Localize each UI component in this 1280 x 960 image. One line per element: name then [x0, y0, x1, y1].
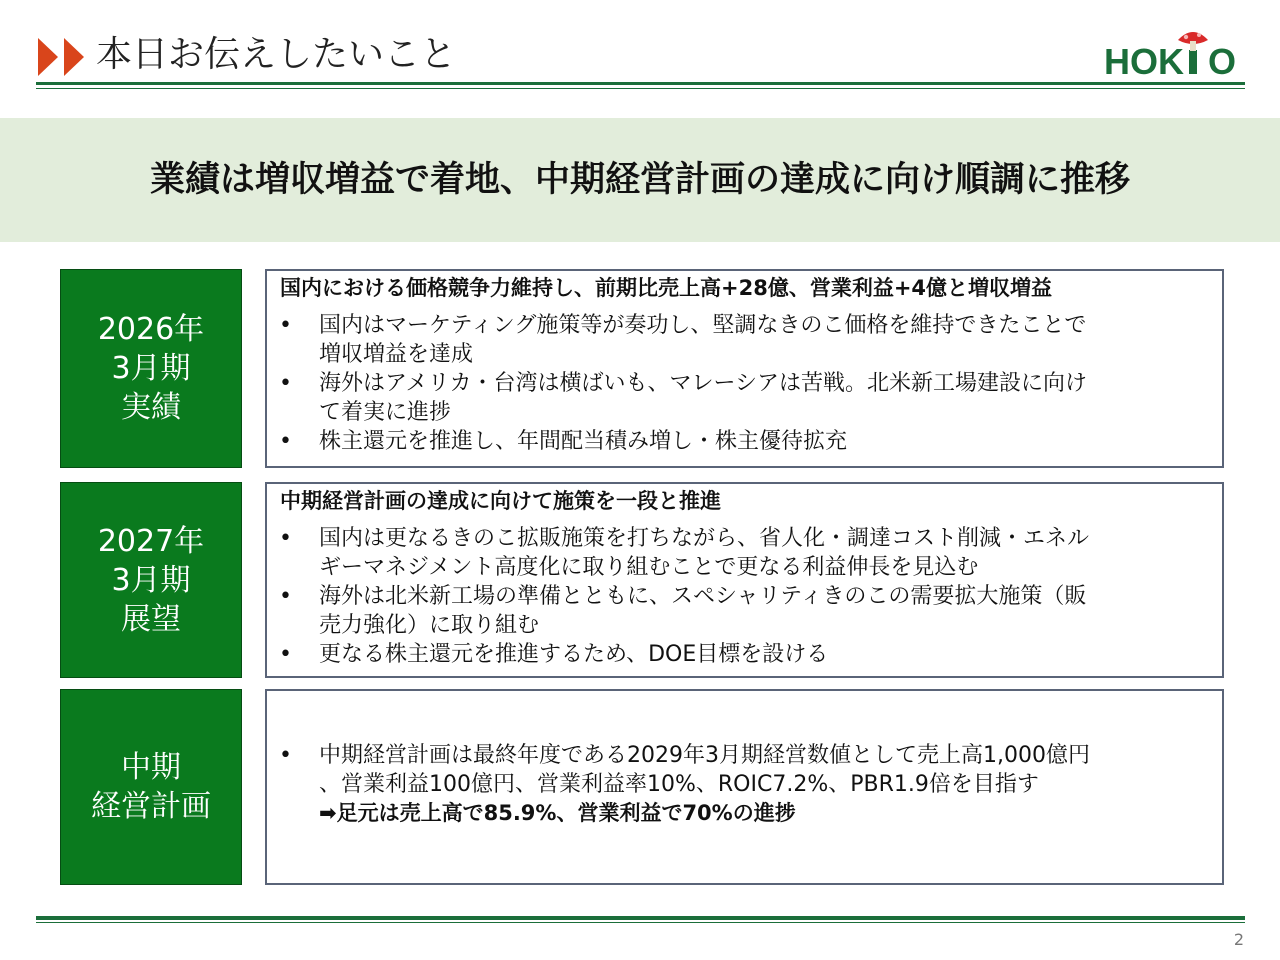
bullet-icon: • — [279, 371, 292, 396]
list-item-text: 国内はマーケティング施策等が奏功し、堅調なきのこ価格を維持できたことで — [319, 313, 1087, 338]
list-item — [267, 311, 1087, 369]
list-item-text: 中期経営計画は最終年度である2029年3月期経営数値として売上高1,000億円 — [319, 743, 1090, 768]
bullet-icon: • — [279, 584, 292, 609]
list-item — [267, 524, 1089, 582]
page-title: 本日お伝えしたいこと — [96, 34, 457, 75]
bullet-icon: • — [279, 313, 292, 338]
label-line: 3月期 — [111, 351, 191, 386]
list-item-text: ギーマネジメント高度化に取り組むことで更なる利益伸長を見込む — [319, 555, 979, 580]
section-subheading: 国内における価格競争力維持し、前期比売上高+28億、営業利益+4億と増収増益 — [280, 276, 1053, 300]
svg-text:HOK: HOK — [1104, 41, 1184, 80]
list-item — [267, 582, 1089, 640]
bullet-icon: • — [279, 429, 292, 454]
bullet-icon: • — [279, 642, 292, 667]
footer-divider — [36, 916, 1245, 920]
bullet-list — [267, 741, 1090, 828]
progress-summary: ➡足元は売上高で85.9%、営業利益で70%の進捗 — [319, 801, 796, 825]
list-item — [267, 741, 1090, 799]
section-content-fy2027-outlook — [265, 482, 1224, 678]
label-line: 経営計画 — [91, 789, 211, 824]
list-item-text: 増収増益を達成 — [319, 342, 474, 367]
svg-text:O: O — [1208, 41, 1237, 80]
section-label-fy2026-results — [60, 269, 242, 468]
label-line: 実績 — [121, 390, 181, 425]
list-item — [267, 369, 1087, 427]
bullet-icon: • — [279, 743, 292, 768]
section-subheading: 中期経営計画の達成に向けて施策を一段と推進 — [280, 489, 721, 513]
section-content-midterm-plan — [265, 689, 1224, 885]
label-line: 3月期 — [111, 562, 191, 598]
list-item-text: 株主還元を推進し、年間配当積み増し・株主優待拡充 — [319, 429, 848, 454]
progress-summary-item — [267, 799, 1090, 828]
list-item-text: 海外はアメリカ・台湾は横ばいも、マレーシアは苦戦。北米新工場建設に向け — [319, 371, 1088, 396]
list-item — [267, 427, 1087, 456]
footer-divider-thin — [36, 922, 1245, 923]
section-label-fy2027-outlook — [60, 482, 242, 678]
list-item-text: て着実に進捗 — [319, 400, 452, 425]
list-item-text: 更なる株主還元を推進するため、DOE目標を設ける — [319, 642, 829, 667]
header-divider-thin — [36, 88, 1245, 89]
list-item-text: 海外は北米新工場の準備とともに、スペシャリティきのこの需要拡大施策（販 — [319, 584, 1087, 609]
section-content-fy2026-results — [265, 269, 1224, 468]
list-item-text: 、営業利益100億円、営業利益率10%、ROIC7.2%、PBR1.9倍を目指す — [319, 772, 1039, 797]
header-divider — [36, 82, 1245, 85]
title-arrows-icon — [38, 38, 90, 76]
bullet-list — [267, 311, 1087, 456]
headline-text: 業績は増収増益で着地、中期経営計画の達成に向け順調に推移 — [149, 160, 1130, 200]
label-line: 中期 — [121, 750, 181, 785]
bullet-list — [267, 524, 1089, 669]
bullet-icon: • — [279, 526, 292, 551]
label-line: 2027年 — [97, 523, 205, 559]
section-label-midterm-plan — [60, 689, 242, 885]
list-item — [267, 640, 1089, 669]
label-line: 展望 — [121, 601, 181, 637]
hokto-logo — [1100, 26, 1240, 80]
list-item-text: 売力強化）に取り組む — [319, 613, 540, 638]
label-line: 2026年 — [97, 312, 205, 347]
page-number: 2 — [1233, 930, 1244, 949]
list-item-text: 国内は更なるきのこ拡販施策を打ちながら、省人化・調達コスト削減・エネル — [319, 526, 1090, 551]
